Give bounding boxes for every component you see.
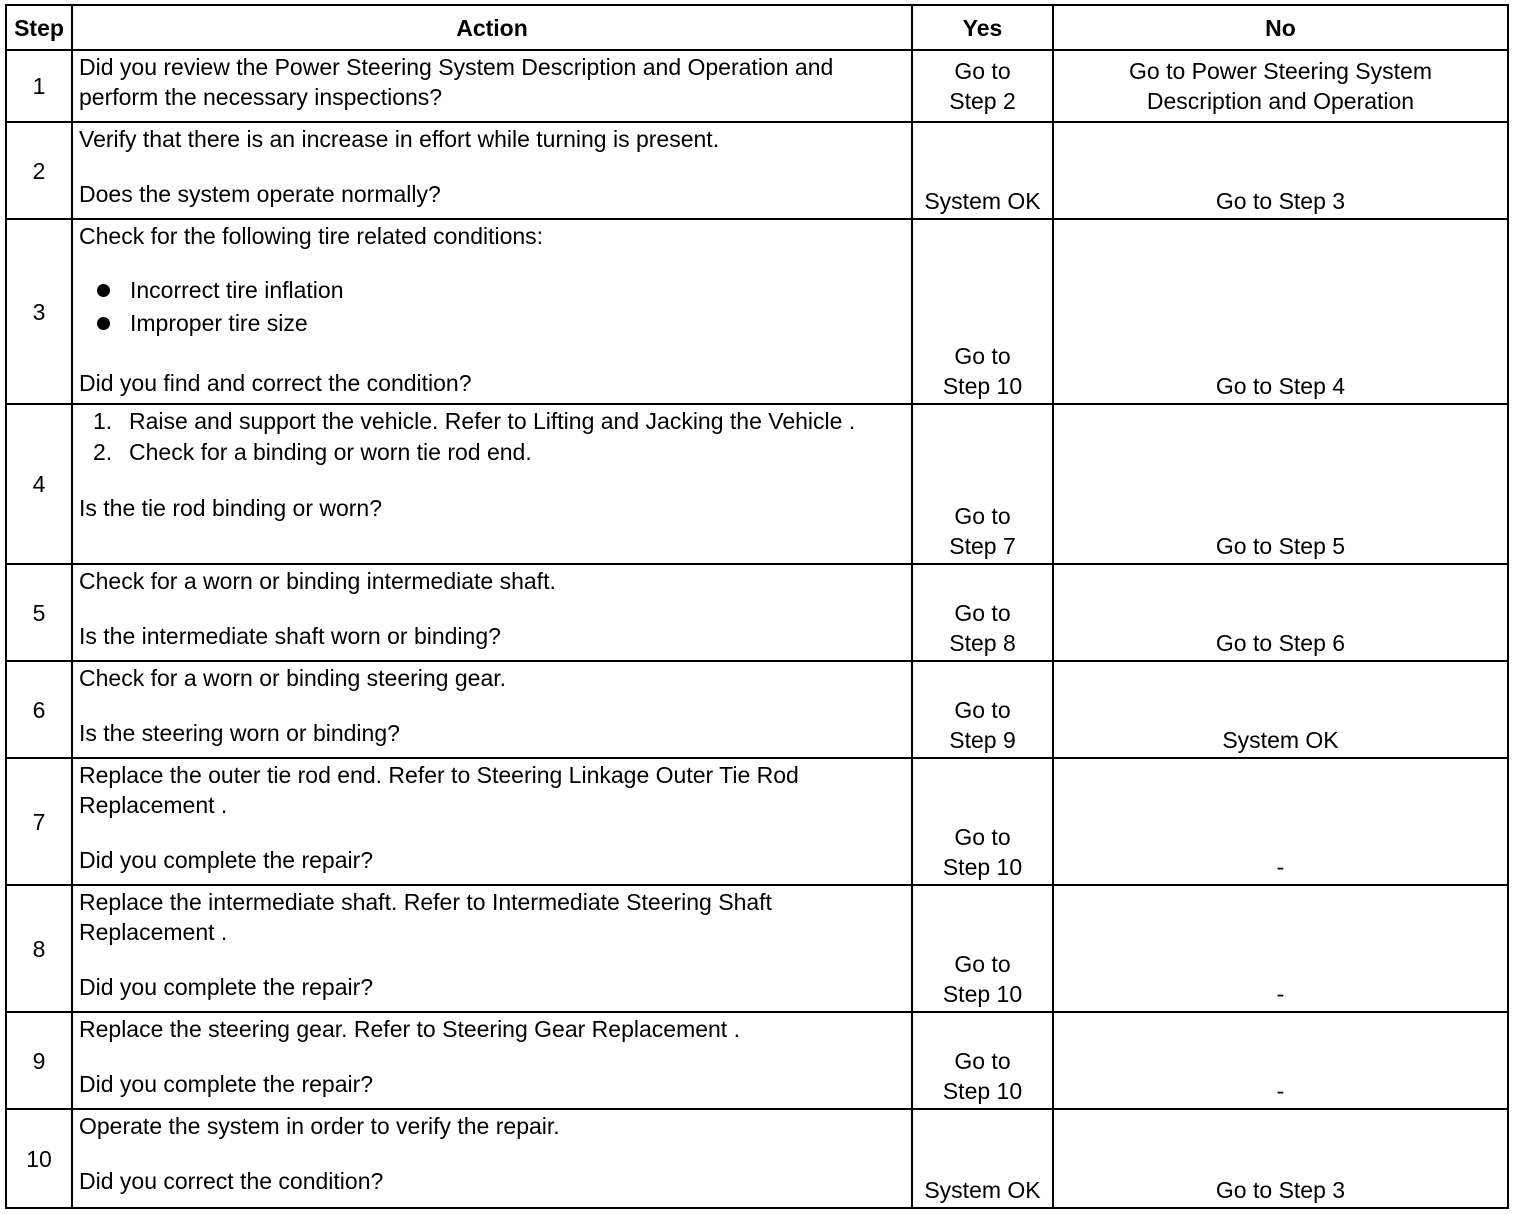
action-cell	[72, 404, 912, 564]
yes-cell: Go to Step 8	[912, 564, 1053, 661]
action-cell	[72, 885, 912, 1012]
numbered-item	[93, 406, 905, 437]
no-cell: System OK	[1053, 661, 1508, 758]
question-text: Is the steering worn or binding?	[79, 720, 400, 746]
step-number: 6	[6, 661, 72, 758]
question-text: Did you complete the repair?	[79, 974, 374, 1000]
bullet-item	[93, 308, 905, 341]
table-row	[6, 122, 1508, 219]
yes-cell: Go to Step 10	[912, 219, 1053, 404]
step-number: 7	[6, 758, 72, 885]
yes-cell: Go to Step 10	[912, 1012, 1053, 1109]
table-row	[6, 219, 1508, 404]
instruction-text: Verify that there is an increase in effort while turning is present.	[79, 126, 720, 152]
no-cell: Go to Step 6	[1053, 564, 1508, 661]
bullet-icon	[97, 317, 110, 330]
diagnostic-table	[5, 4, 1509, 1209]
action-cell	[72, 122, 912, 219]
action-cell	[72, 1012, 912, 1109]
step-number: 8	[6, 885, 72, 1012]
header-step: Step	[6, 5, 72, 50]
no-cell: -	[1053, 885, 1508, 1012]
bullet-text: Improper tire size	[130, 310, 308, 336]
yes-cell: Go to Step 10	[912, 885, 1053, 1012]
action-cell	[72, 1109, 912, 1208]
table-row	[6, 1109, 1508, 1208]
step-number: 5	[6, 564, 72, 661]
bullet-text: Incorrect tire inflation	[130, 277, 344, 303]
question-text: Did you complete the repair?	[79, 1071, 374, 1097]
question-text: Did you correct the condition?	[79, 1168, 384, 1194]
step-number: 9	[6, 1012, 72, 1109]
yes-cell: System OK	[912, 1109, 1053, 1208]
yes-cell: Go to Step 2	[912, 50, 1053, 122]
table-row	[6, 1012, 1508, 1109]
action-text: Did you review the Power Steering System Description and Operation and perform the necessary inspections?	[79, 54, 834, 110]
yes-cell: System OK	[912, 122, 1053, 219]
instruction-text: Operate the system in order to verify the repair.	[79, 1113, 560, 1139]
question-text: Did you complete the repair?	[79, 847, 374, 873]
action-cell	[72, 661, 912, 758]
question-text: Is the tie rod binding or worn?	[79, 495, 383, 521]
no-cell: Go to Step 3	[1053, 122, 1508, 219]
bullet-list	[79, 275, 905, 341]
no-cell: Go to Step 4	[1053, 219, 1508, 404]
question-text: Is the intermediate shaft worn or binding?	[79, 623, 501, 649]
table-row	[6, 564, 1508, 661]
no-cell: Go to Step 3	[1053, 1109, 1508, 1208]
no-cell: Go to Power Steering System Description and Operation	[1053, 50, 1508, 122]
action-cell	[72, 564, 912, 661]
numbered-item	[93, 437, 905, 468]
header-yes: Yes	[912, 5, 1053, 50]
question-text: Did you find and correct the condition?	[79, 370, 472, 396]
step-number: 3	[6, 219, 72, 404]
table-row	[6, 885, 1508, 1012]
action-cell	[72, 50, 912, 122]
action-cell	[72, 219, 912, 404]
item-text: Raise and support the vehicle. Refer to Lifting and Jacking the Vehicle .	[129, 408, 856, 434]
table-row	[6, 661, 1508, 758]
instruction-text: Replace the intermediate shaft. Refer to Intermediate Steering Shaft Replacement .	[79, 889, 772, 945]
no-cell: -	[1053, 1012, 1508, 1109]
yes-cell: Go to Step 7	[912, 404, 1053, 564]
action-cell	[72, 758, 912, 885]
step-number: 2	[6, 122, 72, 219]
numbered-list	[79, 406, 905, 468]
no-cell: -	[1053, 758, 1508, 885]
bullet-icon	[97, 284, 110, 297]
table-row	[6, 404, 1508, 564]
header-row	[6, 5, 1508, 50]
header-no: No	[1053, 5, 1508, 50]
no-cell: Go to Step 5	[1053, 404, 1508, 564]
question-text: Does the system operate normally?	[79, 181, 441, 207]
item-number: 1.	[93, 408, 113, 434]
yes-cell: Go to Step 10	[912, 758, 1053, 885]
step-number: 1	[6, 50, 72, 122]
step-number: 4	[6, 404, 72, 564]
item-number: 2.	[93, 439, 113, 465]
instruction-text: Check for a worn or binding steering gear.	[79, 665, 507, 691]
instruction-text: Check for a worn or binding intermediate shaft.	[79, 568, 556, 594]
step-number: 10	[6, 1109, 72, 1208]
instruction-text: Replace the steering gear. Refer to Steering Gear Replacement .	[79, 1016, 740, 1042]
item-text: Check for a binding or worn tie rod end.	[129, 439, 532, 465]
table-row	[6, 758, 1508, 885]
yes-cell: Go to Step 9	[912, 661, 1053, 758]
table-row	[6, 50, 1508, 122]
instruction-text: Check for the following tire related conditions:	[79, 223, 544, 249]
header-action: Action	[72, 5, 912, 50]
instruction-text: Replace the outer tie rod end. Refer to Steering Linkage Outer Tie Rod Replacement .	[79, 762, 799, 818]
bullet-item	[93, 275, 905, 308]
